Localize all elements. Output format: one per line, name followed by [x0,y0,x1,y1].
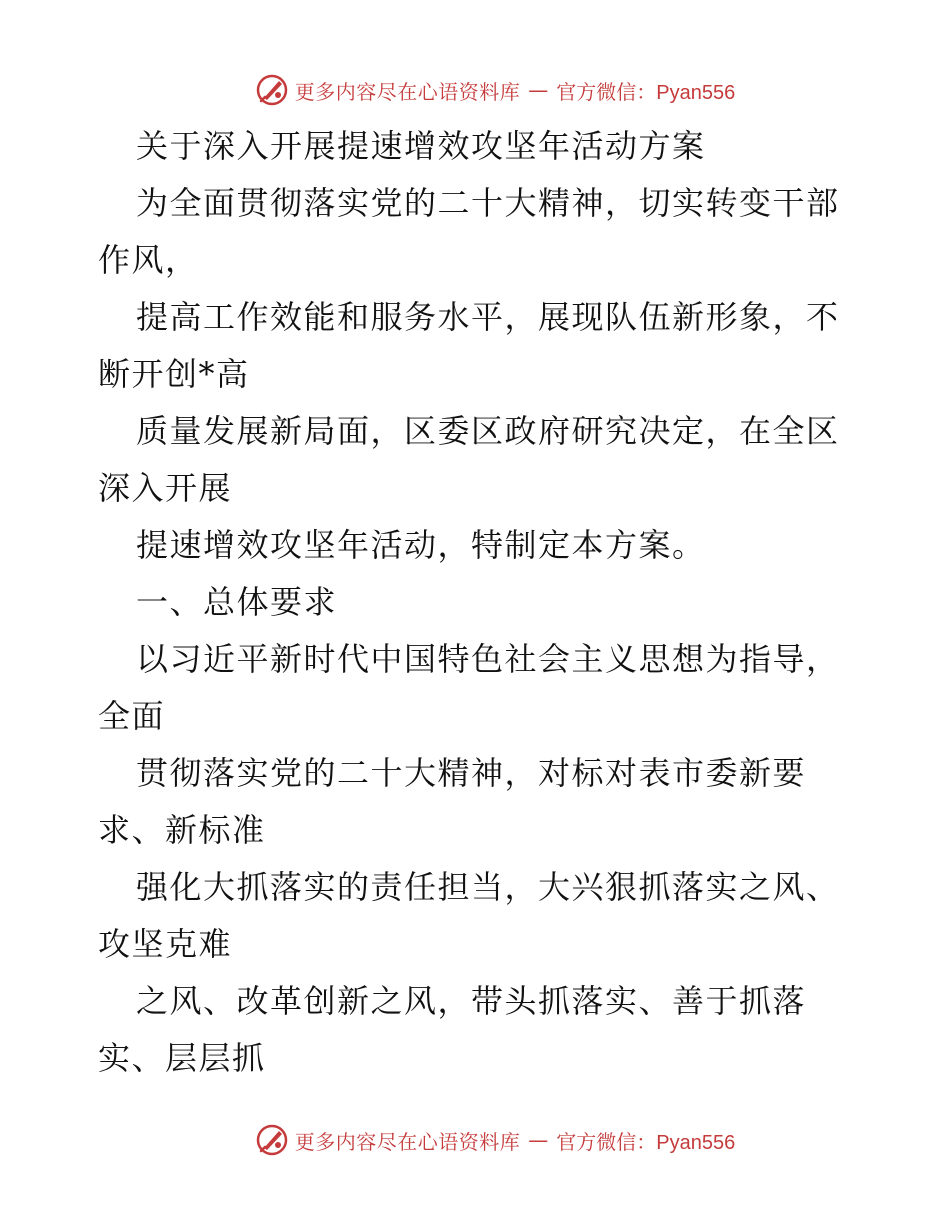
watermark-group [255,73,735,107]
watermark-contact [556,76,735,105]
watermark-separator: — [528,1128,549,1152]
header-watermark [0,70,950,110]
watermark-text: 更多内容尽在心语资料库 [294,1129,521,1154]
document-line: 一、总体要求 [136,583,338,621]
document-line: 攻坚克难 [98,925,233,963]
footer-watermark [0,1120,950,1160]
watermark-contact-id: Pyan556 [656,1131,736,1154]
document-line: 深入开展 [98,469,233,507]
document-line: 提速增效攻坚年活动，特制定本方案。 [136,526,706,564]
document-line: 作风， [98,241,199,279]
watermark-separator: — [528,78,549,102]
document-line: 贯彻落实党的二十大精神，对标对表市委新要 [136,754,807,792]
document-line: 强化大抓落实的责任担当，大兴狠抓落实之风、 [136,868,840,906]
watermark-contact-id: Pyan556 [656,81,736,104]
document-line: 关于深入开展提速增效攻坚年活动方案 [136,127,706,165]
watermark-group [255,1123,735,1157]
document-line: 求、新标准 [98,811,266,849]
document-line: 断开创*高 [98,355,250,393]
document-line: 质量发展新局面，区委区政府研究决定，在全区 [136,412,840,450]
watermark-contact-prefix: 官方微信： [556,1129,657,1154]
document-line: 为全面贯彻落实党的二十大精神，切实转变干部 [136,184,840,222]
document-line: 实、层层抓 [98,1039,266,1077]
document-body [98,118,858,1087]
document-line: 提高工作效能和服务水平，展现队伍新形象，不 [136,298,840,336]
quill-pen-logo-icon [255,1123,289,1157]
document-line: 之风、改革创新之风，带头抓落实、善于抓落 [136,982,807,1020]
watermark-contact [556,1126,735,1155]
document-line: 以习近平新时代中国特色社会主义思想为指导， [136,640,840,678]
watermark-contact-prefix: 官方微信： [556,79,657,104]
watermark-text: 更多内容尽在心语资料库 [294,79,521,104]
document-line: 全面 [98,697,166,735]
quill-pen-logo-icon [255,73,289,107]
